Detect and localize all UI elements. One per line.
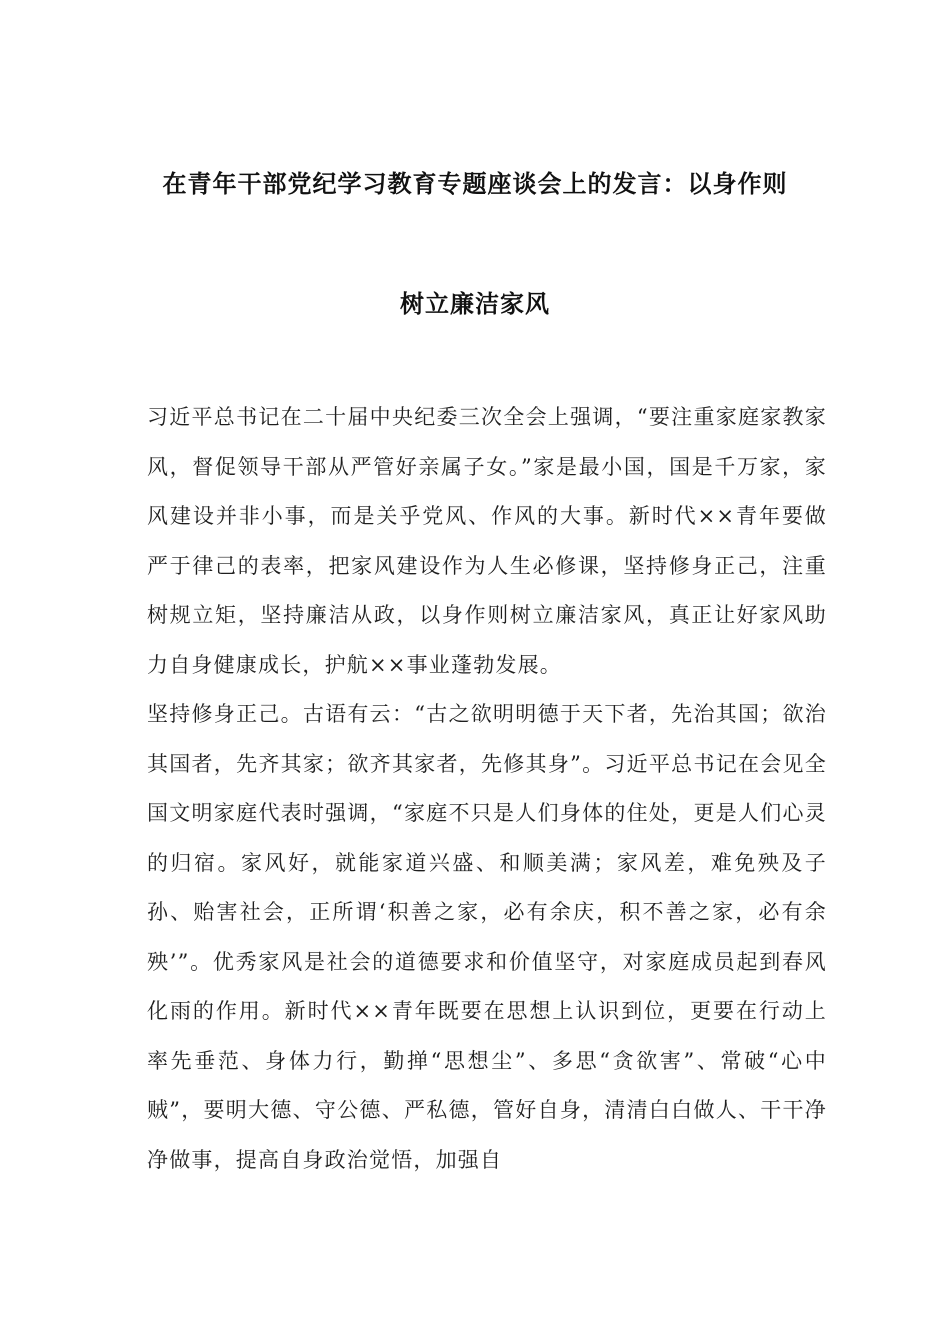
paragraph-text: 坚持修身正己。古语有云：“古之欲明明德于天下者，先治其国；欲治其国者，先齐其家；欲齐其家者，先修其身”。习近平总书记在会见全国文明家庭代表时强调，“家庭不只是人们身体的住处，更是人们心灵的归宿。家风好，就能家道兴盛、和顺美满；家风差，难免殃及子孙、贻害社会，正所谓‘积善之家，必有余庆，积不善之家，必有余殃’”。优秀家风是社会的道德要求和价值坚守，对家庭成员起到春风化雨的作用。新时代××青年既要在思想上认识到位，更要在行动上率先垂范、身体力行，勤掸“思想尘”、多思“贪欲害”、常破“心中贼”，要明大德、守公德、严私德，管好自身，清清白白做人、干干净净做事，提高自身政治觉悟，加强自 <box>147 702 827 1172</box>
document-title-line-1: 在青年干部党纪学习教育专题座谈会上的发言：以身作则 <box>162 170 788 198</box>
document-title-line-2: 树立廉洁家风 <box>400 290 550 318</box>
paragraph-text: 习近平总书记在二十届中央纪委三次全会上强调，“要注重家庭家教家风，督促领导干部从严管好亲属子女。”家是最小国，国是千万家，家风建设并非小事，而是关乎党风、作风的大事。新时代××青年要做严于律己的表率，把家风建设作为人生必修课，坚持修身正己，注重树规立矩，坚持廉洁从政，以身作则树立廉洁家风，真正让好家风助力自身健康成长，护航××事业蓬勃发展。 <box>147 405 827 677</box>
body-paragraph-1 <box>147 393 827 690</box>
body-paragraph-2 <box>147 690 827 1185</box>
